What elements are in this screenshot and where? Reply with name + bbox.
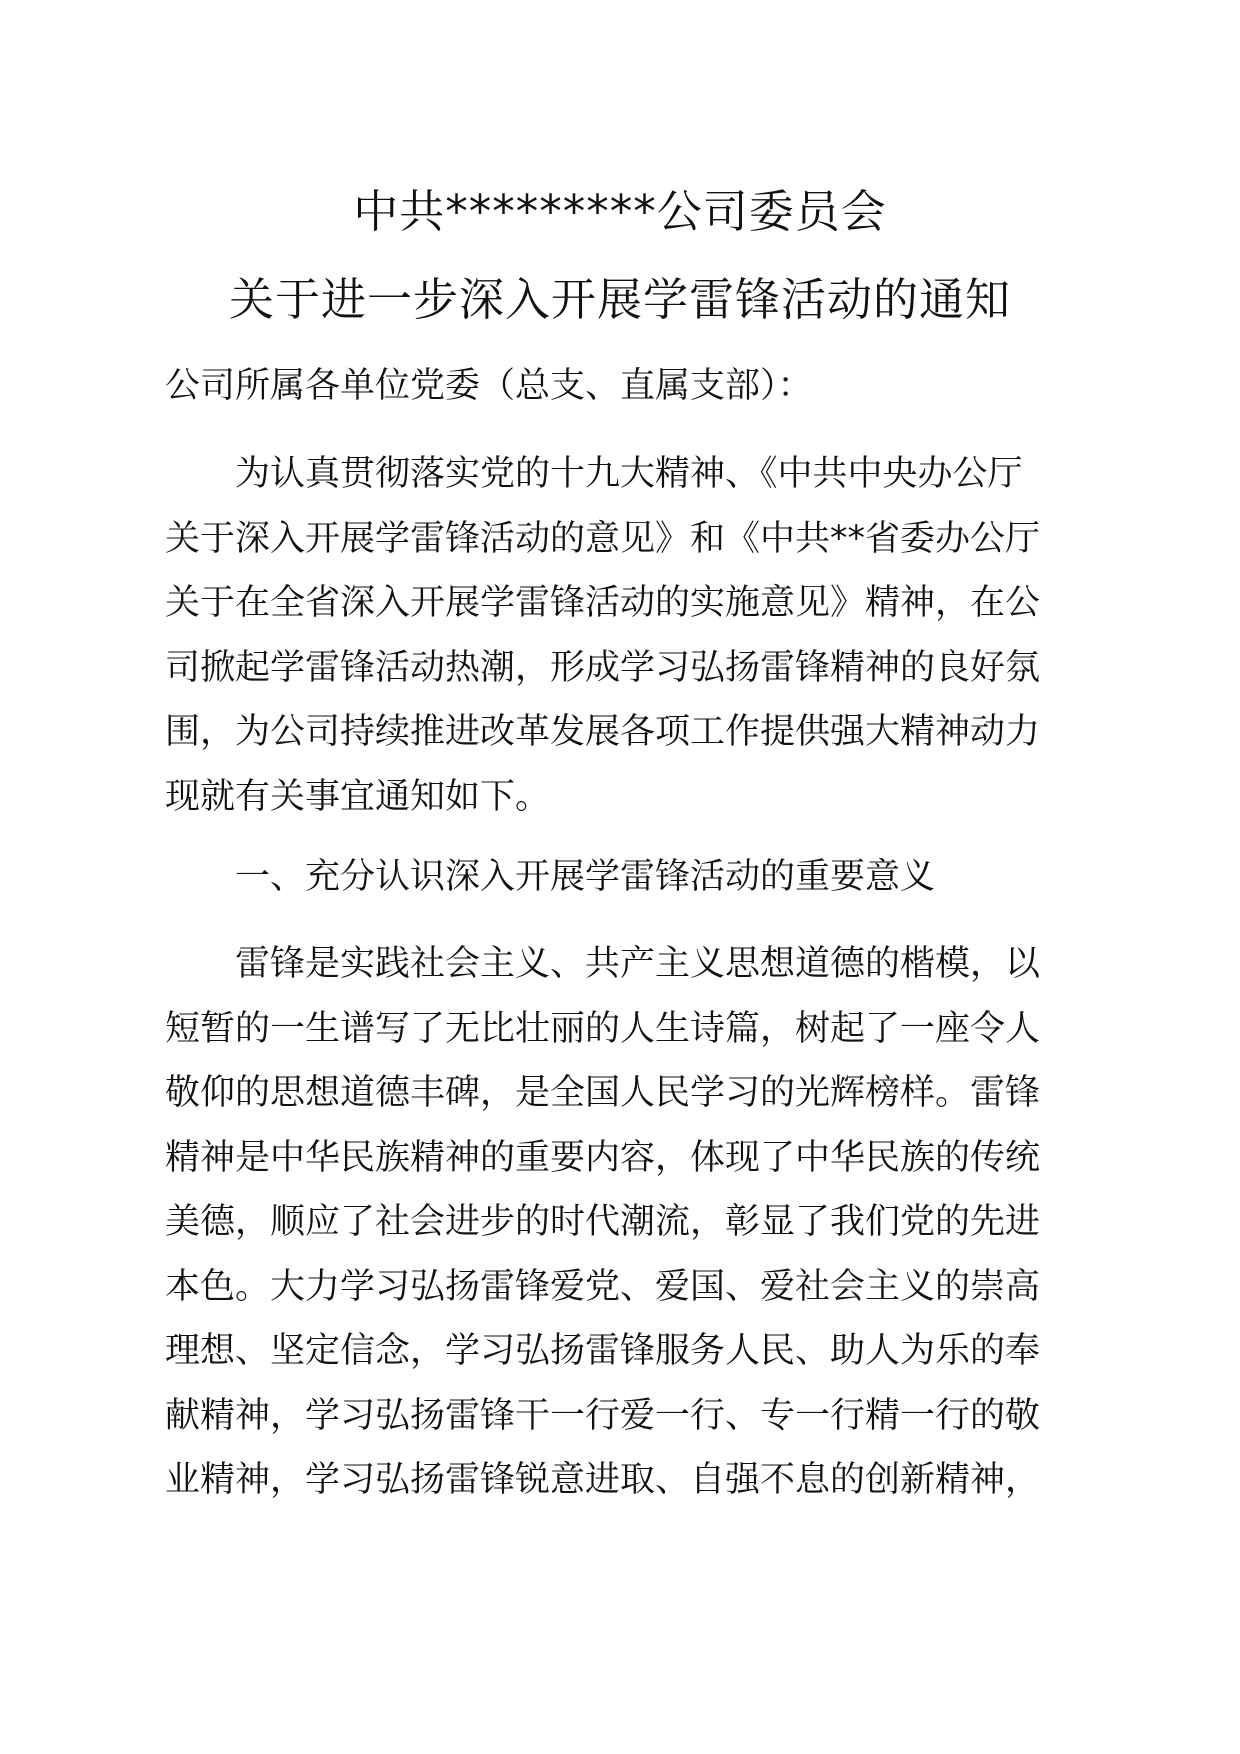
paragraph-line: 美德，顺应了社会进步的时代潮流，彰显了我们党的先进 — [165, 1202, 1041, 1242]
paragraph-line: 业精神，学习弘扬雷锋锐意进取、自强不息的创新精神， — [165, 1460, 1041, 1500]
salutation: 公司所属各单位党委（总支、直属支部）： — [165, 366, 813, 406]
paragraph-line: 为认真贯彻落实党的十九大精神、《中共中央办公厅 — [235, 454, 1023, 494]
paragraph-line: 围，为公司持续推进改革发展各项工作提供强大精神动力 — [165, 712, 1041, 752]
section-heading-1: 一、充分认识深入开展学雷锋活动的重要意义 — [235, 857, 936, 897]
paragraph-section-1 — [165, 932, 1085, 1513]
paragraph-line: 雷锋是实践社会主义、共产主义思想道德的楷模，以 — [235, 944, 1041, 984]
document-title-line-1: 中共*********公司委员会 — [353, 185, 887, 238]
paragraph-line: 精神是中华民族精神的重要内容，体现了中华民族的传统 — [165, 1137, 1041, 1178]
paragraph-line: 司掀起学雷锋活动热潮，形成学习弘扬雷锋精神的良好氛 — [165, 647, 1041, 688]
paragraph-line: 关于深入开展学雷锋活动的意见》和《中共**省委办公厅 — [165, 518, 1041, 559]
paragraph-line: 本色。大力学习弘扬雷锋爱党、爱国、爱社会主义的崇高 — [165, 1266, 1041, 1307]
paragraph-line: 现就有关事宜通知如下。 — [165, 776, 551, 817]
paragraph-line: 献精神，学习弘扬雷锋干一行爱一行、专一行精一行的敬 — [165, 1395, 1041, 1436]
paragraph-line: 关于在全省深入开展学雷锋活动的实施意见》精神，在公 — [165, 583, 1041, 623]
paragraph-line: 短暂的一生谱写了无比壮丽的人生诗篇，树起了一座令人 — [165, 1008, 1041, 1049]
document-title-line-2: 关于进一步深入开展学雷锋活动的通知 — [228, 273, 1011, 326]
paragraph-line: 理想、坚定信念，学习弘扬雷锋服务人民、助人为乐的奉 — [165, 1331, 1041, 1371]
paragraph-line: 敬仰的思想道德丰碑，是全国人民学习的光辉榜样。雷锋 — [165, 1073, 1041, 1113]
paragraph-intro — [165, 442, 1085, 829]
